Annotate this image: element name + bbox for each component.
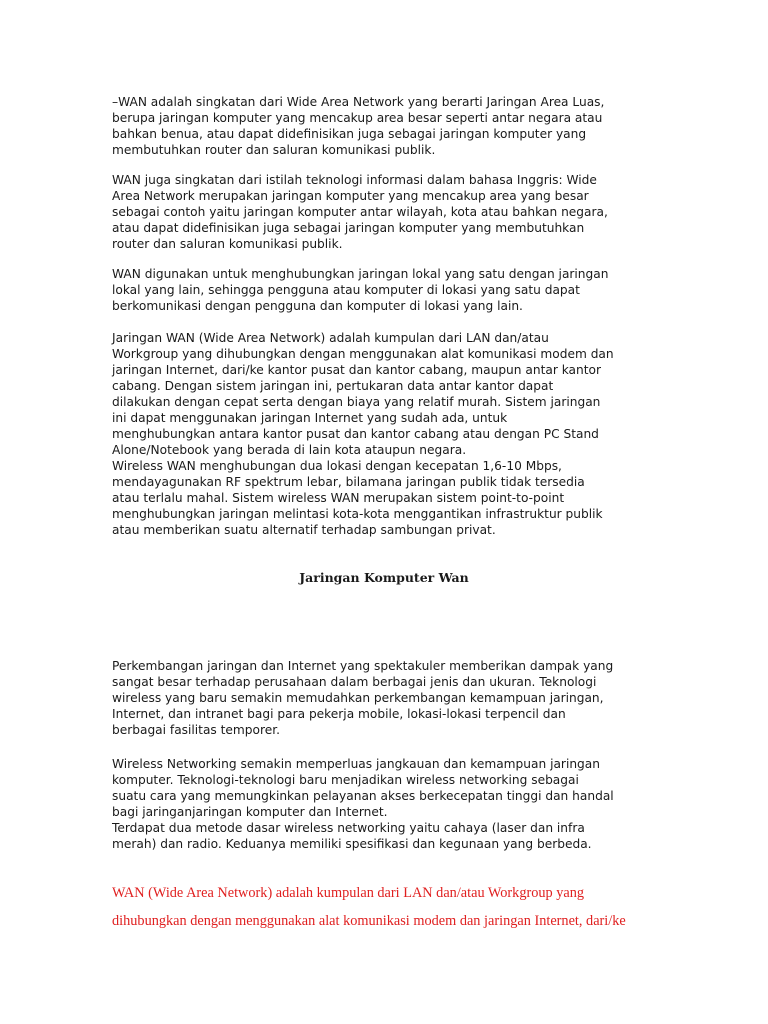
text-line: berbagai fasilitas temporer. (112, 723, 280, 737)
text-line: berkomunikasi dengan pengguna dan komputer di lokasi yang lain. (112, 299, 523, 313)
red-highlight-paragraph (112, 884, 672, 940)
paragraph-wan-english-term (112, 172, 672, 252)
text-line: Internet, dan intranet bagi para pekerja mobile, lokasi-lokasi terpencil dan (112, 707, 566, 721)
text-line: Area Network merupakan jaringan komputer yang mencakup area yang besar (112, 189, 589, 203)
paragraph-wan-definition (112, 94, 672, 158)
text-line: Workgroup yang dihubungkan dengan menggunakan alat komunikasi modem dan (112, 347, 614, 361)
paragraph-internet-development (112, 658, 672, 738)
text-line: bahkan benua, atau dapat didefinisikan juga sebagai jaringan komputer yang (112, 127, 587, 141)
text-line: ini dapat menggunakan jaringan Internet yang sudah ada, untuk (112, 411, 508, 425)
red-text-line: WAN (Wide Area Network) adalah kumpulan dari LAN dan/atau Workgroup yang (112, 885, 585, 901)
text-line: cabang. Dengan sistem jaringan ini, pertukaran data antar kantor dapat (112, 379, 554, 393)
text-line: suatu cara yang memungkinkan pelayanan akses berkecepatan tinggi dan handal (112, 789, 614, 803)
text-line: atau terlalu mahal. Sistem wireless WAN merupakan sistem point-to-point (112, 491, 565, 505)
text-line: Wireless Networking semakin memperluas jangkauan dan kemampuan jaringan (112, 757, 600, 771)
paragraph-wireless-networking (112, 756, 672, 852)
text-line: lokal yang lain, sehingga pengguna atau komputer di lokasi yang satu dapat (112, 283, 580, 297)
text-line: sangat besar terhadap perusahaan dalam berbagai jenis dan ukuran. Teknologi (112, 675, 597, 689)
text-line: menghubungkan antara kantor pusat dan kantor cabang atau dengan PC Stand (112, 427, 599, 441)
text-line: membutuhkan router dan saluran komunikasi publik. (112, 143, 436, 157)
paragraph-wan-network (112, 330, 672, 538)
paragraph-wan-usage (112, 266, 672, 314)
text-line: bagi jaringanjaringan komputer dan Internet. (112, 805, 388, 819)
text-line: jaringan Internet, dari/ke kantor pusat dan kantor cabang, maupun antar kantor (112, 363, 601, 377)
text-line: komputer. Teknologi-teknologi baru menjadikan wireless networking sebagai (112, 773, 579, 787)
text-line: mendayagunakan RF spektrum lebar, bilamana jaringan publik tidak tersedia (112, 475, 585, 489)
text-line: dilakukan dengan cepat serta dengan biaya yang relatif murah. Sistem jaringan (112, 395, 601, 409)
text-line: router dan saluran komunikasi publik. (112, 237, 343, 251)
text-line: atau dapat didefinisikan juga sebagai jaringan komputer yang membutuhkan (112, 221, 585, 235)
text-line: atau memberikan suatu alternatif terhadap sambungan privat. (112, 523, 496, 537)
text-line: WAN digunakan untuk menghubungkan jaringan lokal yang satu dengan jaringan (112, 267, 609, 281)
text-line: Terdapat dua metode dasar wireless networking yaitu cahaya (laser dan infra (112, 821, 585, 835)
red-text-line: dihubungkan dengan menggunakan alat komunikasi modem dan jaringan Internet, dari/ke (112, 913, 626, 929)
text-line: menghubungkan jaringan melintasi kota-kota menggantikan infrastruktur publik (112, 507, 603, 521)
text-line: merah) dan radio. Keduanya memiliki spesifikasi dan kegunaan yang berbeda. (112, 837, 592, 851)
text-line: wireless yang baru semakin memudahkan perkembangan kemampuan jaringan, (112, 691, 604, 705)
text-line: –WAN adalah singkatan dari Wide Area Network yang berarti Jaringan Area Luas, (112, 95, 605, 109)
text-line: WAN juga singkatan dari istilah teknologi informasi dalam bahasa Inggris: Wide (112, 173, 597, 187)
text-line: berupa jaringan komputer yang mencakup area besar seperti antar negara atau (112, 111, 603, 125)
text-line: Alone/Notebook yang berada di lain kota ataupun negara. (112, 443, 467, 457)
text-line: Wireless WAN menghubungan dua lokasi dengan kecepatan 1,6-10 Mbps, (112, 459, 562, 473)
text-line: Perkembangan jaringan dan Internet yang spektakuler memberikan dampak yang (112, 659, 614, 673)
text-line: Jaringan WAN (Wide Area Network) adalah kumpulan dari LAN dan/atau (112, 331, 549, 345)
text-line: sebagai contoh yaitu jaringan komputer antar wilayah, kota atau bahkan negara, (112, 205, 608, 219)
section-heading: Jaringan Komputer Wan (299, 570, 469, 585)
